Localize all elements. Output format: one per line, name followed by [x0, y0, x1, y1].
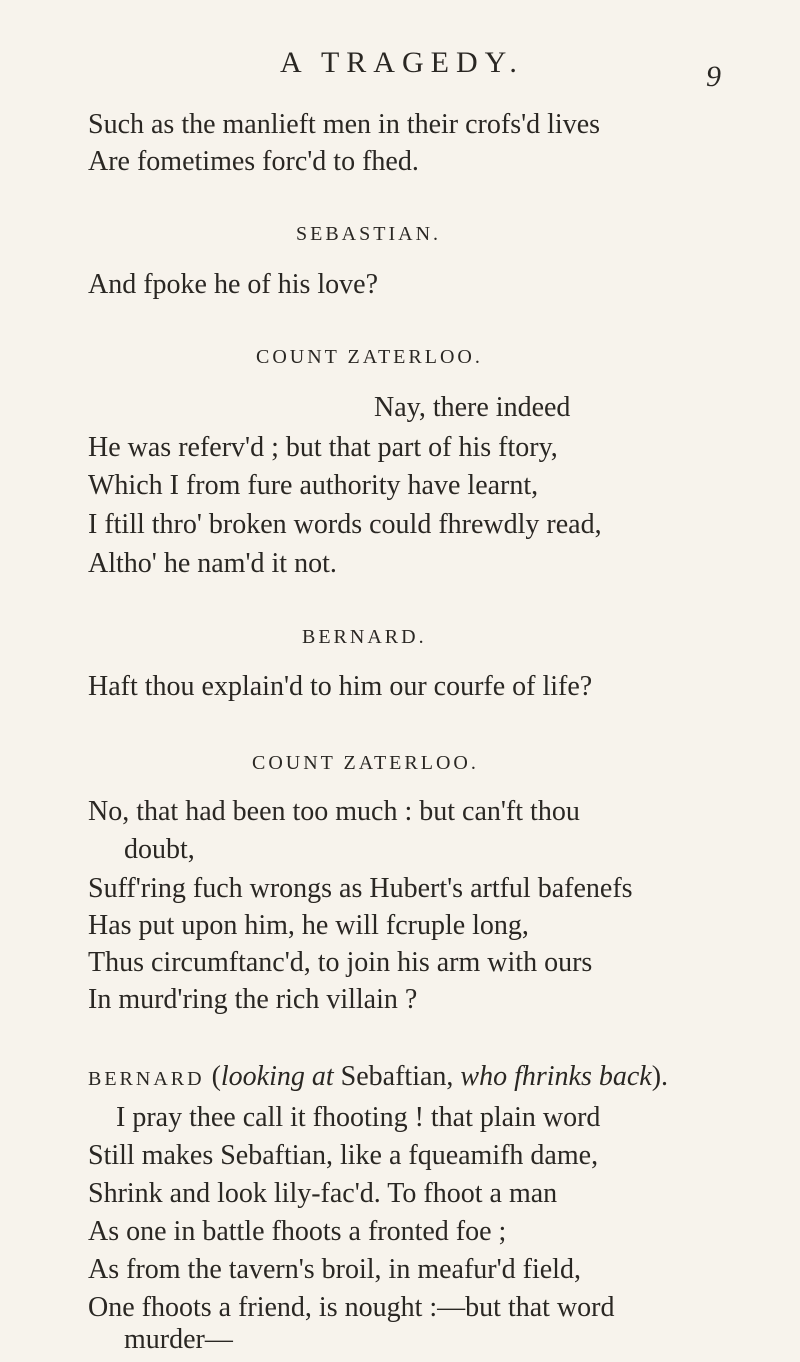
running-head: A TRAGEDY.: [280, 46, 524, 79]
stage-direction-paren: (: [204, 1061, 221, 1092]
verse-line: In murd'ring the rich villain ?: [88, 984, 418, 1015]
verse-line: And fpoke he of his love?: [88, 269, 379, 300]
verse-line: As from the tavern's broil, in meafur'd field,: [88, 1254, 581, 1285]
verse-line: Such as the manlieft men in their crofs'd lives: [88, 109, 601, 140]
verse-line: He was referv'd ; but that part of his ftory,: [88, 432, 558, 463]
verse-line: Altho' he nam'd it not.: [88, 548, 337, 579]
speaker-name: BERNARD: [88, 1068, 205, 1090]
verse-line: One fhoots a friend, is nought :—but that word: [88, 1292, 615, 1323]
speaker-name: COUNT ZATERLOO.: [252, 752, 479, 774]
stage-direction-paren: ).: [651, 1061, 669, 1092]
speaker-with-stage-direction: [88, 1060, 668, 1096]
verse-line: doubt,: [124, 834, 195, 865]
verse-line: I pray thee call it fhooting ! that plain word: [116, 1102, 601, 1133]
verse-line: No, that had been too much : but can'ft thou: [88, 796, 580, 827]
verse-line: Still makes Sebaftian, like a fqueamifh dame,: [88, 1140, 599, 1171]
verse-line: Suff'ring fuch wrongs as Hubert's artful bafenefs: [88, 873, 633, 904]
verse-line: Nay, there indeed: [374, 392, 571, 423]
page-number: 9: [706, 60, 721, 93]
speaker-name: BERNARD.: [302, 626, 427, 648]
verse-line: Which I from fure authority have learnt,: [88, 470, 539, 501]
verse-line: Thus circumftanc'd, to join his arm with ours: [88, 947, 593, 978]
stage-direction-name: Sebaftian,: [333, 1061, 461, 1092]
verse-line: Has put upon him, he will fcruple long,: [88, 910, 529, 941]
verse-line: I ftill thro' broken words could fhrewdly read,: [88, 509, 602, 540]
speaker-name: COUNT ZATERLOO.: [256, 346, 483, 368]
verse-line: murder—: [124, 1324, 233, 1355]
verse-line: Shrink and look lily-fac'd. To fhoot a man: [88, 1178, 558, 1209]
verse-line: Are fometimes forc'd to fhed.: [88, 146, 419, 177]
stage-direction: who fhrinks back: [460, 1061, 652, 1092]
verse-line: As one in battle fhoots a fronted foe ;: [88, 1216, 507, 1247]
stage-direction: looking at: [220, 1061, 334, 1092]
speaker-name: SEBASTIAN.: [296, 223, 442, 245]
verse-line: Haft thou explain'd to him our courfe of life?: [88, 671, 593, 702]
